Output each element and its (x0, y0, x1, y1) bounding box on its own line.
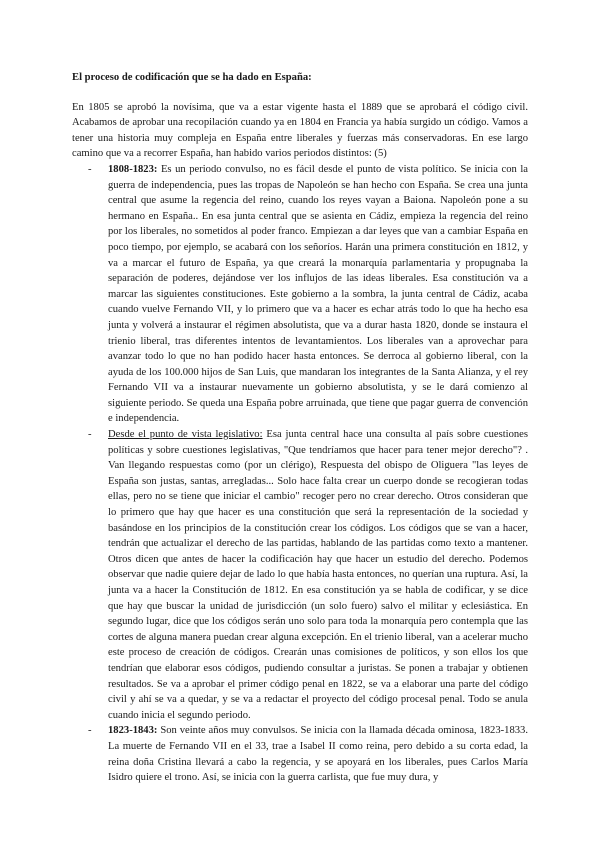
item-heading: 1808-1823: (108, 163, 158, 175)
item-text: Esa junta central hace una consulta al país sobre cuestiones políticas y sobre cuestiones legislativas, "Que tendríamos que hacer para tener mejor derecho"? . Van llegando respuestas como (por un clérigo), Respuesta del obispo de Oliguera "las leyes de España son justas, santas, arregladas... Solo hace falta crear un cuerpo donde se recogieran todas ellas, pero no se tiene que iniciar el cambio" recoger pero no crear derecho. Otros consideran que lo primero que hay que hacer es una constitución que será la representación de la sociedad y basándose en los principios de la constitución crear los códigos. Los códigos que se van a hacer, tendrán que actualizar el derecho de las partidas, hablando de las partidas como texto a mantener. Otros dicen que antes de hacer la codificación hay que hacer un estudio del derecho. Podemos observar que nadie quiere dejar de lado lo que había hasta entonces, no querían una ruptura. Así, la junta va a hacer la Constitución de 1812. En esa constitución ya se habla de codificar, y se dice que hay que buscar la unidad de jurisdicción (un solo fuero) salvo el militar y eclesiástica. En segundo lugar, dice que los códigos serán uno solo para toda la monarquía pero contempla que las cortes de alguna manera puedan crear alguna excepción. En el trienio liberal, van a acelerar mucho este proceso de creación de códigos. Crearán unas comisiones de políticos, y son ellos los que tendrían que elaborar esos códigos, pudiendo consultar a juristas. Se ponen a trabajar y obtienen resultados. Se va a aprobar el primer código penal en 1822, se va a elaborar una parte del código civil y ahí se va a quedar, y se va a redactar el proyecto del código procesal penal. Todo se anula cuando inicia el segundo periodo. (108, 429, 528, 721)
item-text: Son veinte años muy convulsos. Se inicia con la llamada década ominosa, 1823-1833. La muerte de Fernando VII en el 33, trae a Isabel II como reina, pero debido a su corta edad, la reina doña Cristina llevará a cabo la regencia, y se apoyará en los liberales, pues Carlos María Isidro quiere el trono. Así, se inicia con la guerra carlista, que fue muy dura, y (108, 725, 528, 784)
list-bullet: - (88, 725, 92, 737)
intro-paragraph: En 1805 se aprobó la novísima, que va a estar vigente hasta el 1889 que se aprobará el código civil. Acabamos de aprobar una recopilación cuando ya en 1804 en Francia ya había surgido un código. Vamos a tener una historia muy compleja en España entre liberales y fuerzas más conservadoras. En ese largo camino que va a recorrer España, han habido varios periodos distintos: (5) (72, 101, 528, 160)
item-heading: Desde el punto de vista legislativo: (108, 429, 263, 441)
list-item (72, 162, 528, 427)
document-page (72, 70, 528, 786)
item-text: Es un periodo convulso, no es fácil desde el punto de vista político. Se inicia con la guerra de independencia, pues las tropas de Napoleón se han hecho con España. Se crea una junta central que asume la regencia del reino, cuando los reyes vayan a Baiona. Napoleón pone a su hermano en España.. En esa junta central que se asienta en Cádiz, empieza la regencia del reino por los liberales, no sometidos al poder franco. Empiezan a dar leyes que van a cambiar España en poco tiempo, por ejemplo, se acabará con los señoríos. Harán una primera constitución en 1812, y va a marcar el futuro de España, ya que creará la monarquía parlamentaria y propugnaba la separación de poderes, dejándose ver los influjos de las ideas liberales. Esa constitución va a marcar las siguientes constituciones. Este gobierno a la sombra, la junta central de Cádiz, acaba cuando vuelve Fernando VII, y lo primero que va a hacer es echar atrás todo lo que ha hecho esa junta y volverá a instaurar el régimen absolutista, que va a durar hasta 1820, donde se instaura el trienio liberal, tras diferentes intentos de levantamientos. Los liberales van a aprovechar para avanzar todo lo que no han podido hacer hasta entonces. Se derroca al gobierno liberal, con la ayuda de los 100.000 hijos de San Luis, que mandaran los integrantes de la Santa Alianza, y el rey Fernando VII va a instaurar nuevamente un gobierno absolutista, y se le dará comienzo al siguiente periodo. Se queda una España pobre arruinada, que tiene que pagar guerra de convención e independencia. (108, 163, 528, 425)
list-item (72, 427, 528, 723)
item-heading: 1823-1843: (108, 725, 158, 737)
list-item (72, 723, 528, 785)
page-title: El proceso de codificación que se ha dado en España: (72, 72, 312, 83)
period-list (72, 162, 528, 786)
list-bullet: - (88, 163, 92, 175)
list-bullet: - (88, 429, 92, 441)
